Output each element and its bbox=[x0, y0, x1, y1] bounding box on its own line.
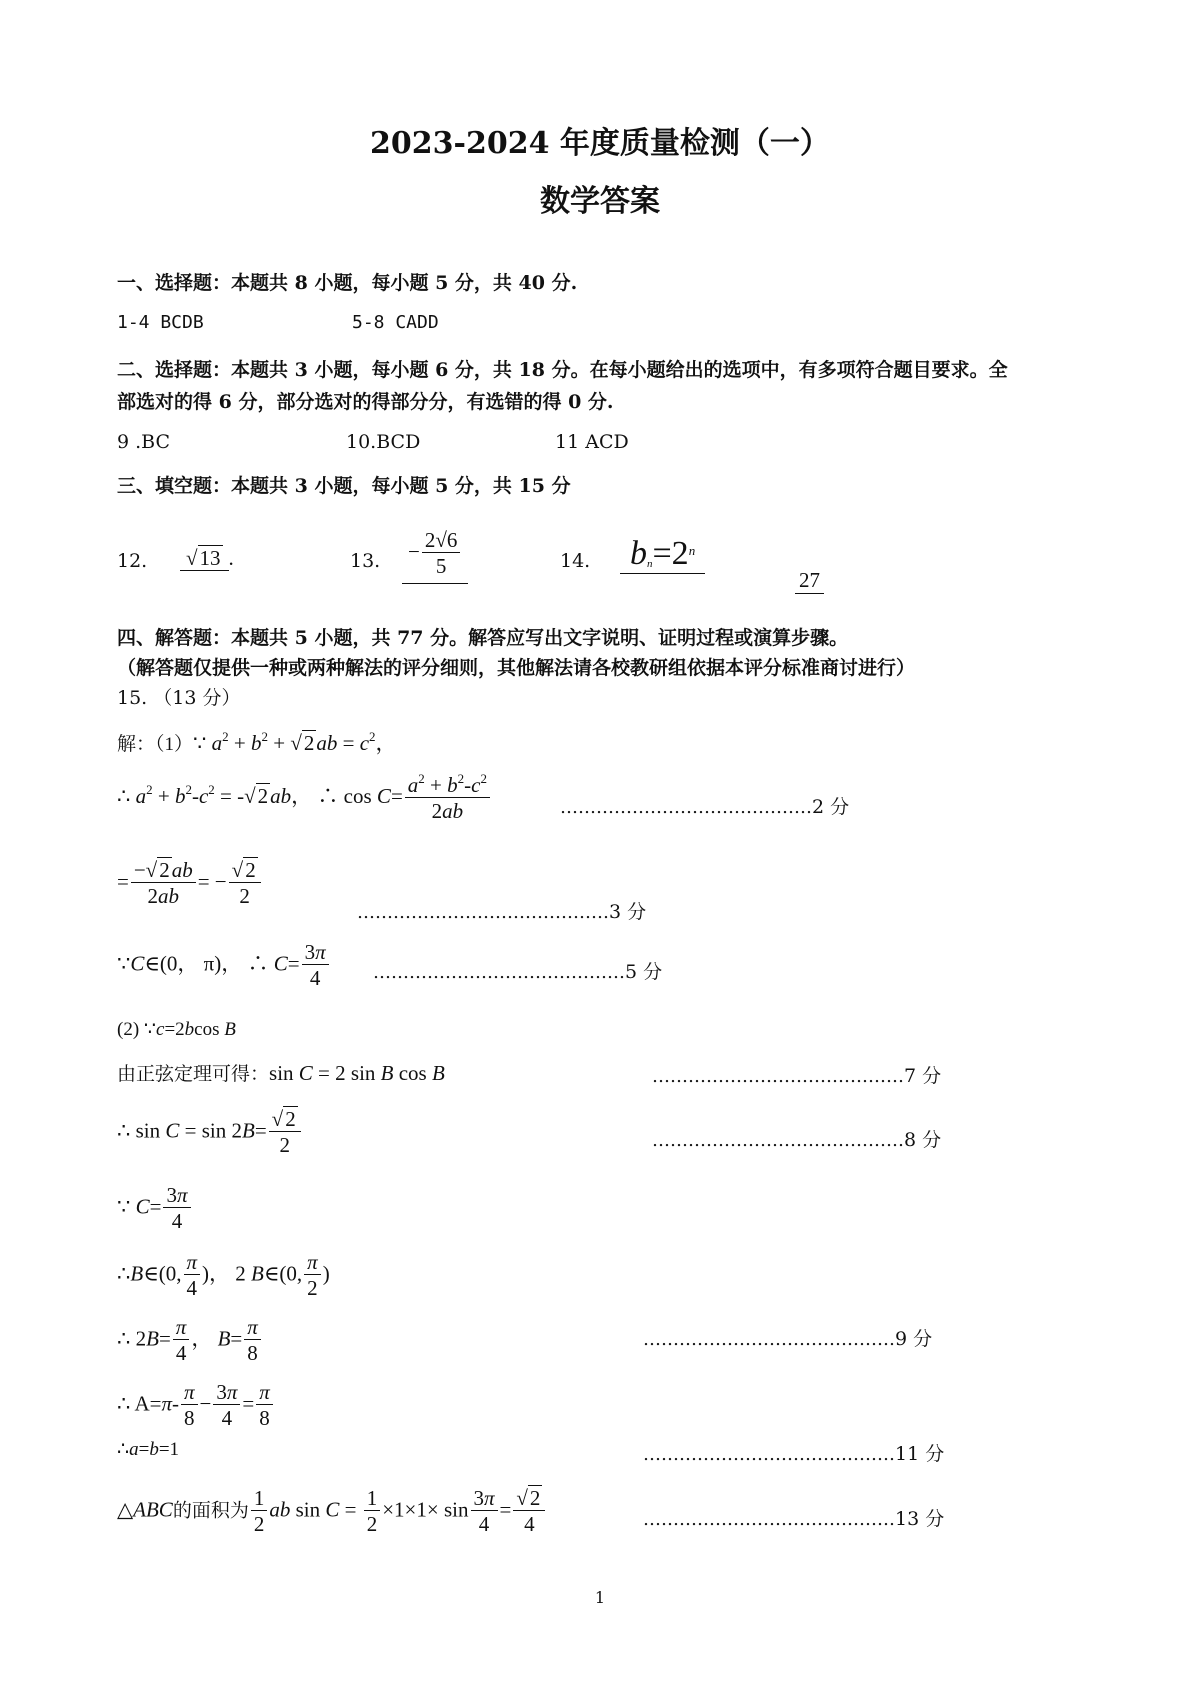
page-number: 1 bbox=[594, 1588, 606, 1607]
answer-q9: 9 .BC bbox=[117, 431, 171, 453]
solution-line-13: △ABC的面积为 $\frac{1}{2}$ ab sin C = $\frac{1}{2}$ ×1×1× sin $\frac{3\pi}{4}$ = $\frac{√2}{4}$ bbox=[117, 1486, 547, 1537]
score-dots-2: ……………………………………2 分 bbox=[560, 796, 850, 818]
page-title: 2023-2024 年度质量检测（一） bbox=[370, 126, 830, 161]
section4-heading: 四、解答题：本题共 5 小题，共 77 分。解答应写出文字说明、证明过程或演算步骤。 bbox=[117, 627, 849, 649]
solution-line-9: ∴B∈(0, $\frac{\pi}{4}$ )， 2 B∈(0, $\frac{\pi}{2}$ ) bbox=[117, 1250, 330, 1301]
solution-line-5: (2) ∵c=2bcos B bbox=[117, 1019, 236, 1040]
score-dots-9: ……………………………………9 分 bbox=[643, 1328, 933, 1350]
score-2: 2 分 bbox=[812, 796, 850, 818]
q13-numerator: 2√6 bbox=[422, 528, 461, 553]
law-of-sines-text: 由正弦定理可得： bbox=[117, 1064, 270, 1085]
section2-heading-line1: 二、选择题：本题共 3 小题，每小题 6 分，共 18 分。在每小题给出的选项中，有多项符合题目要求。全 bbox=[117, 359, 1008, 381]
q12-answer: √13 . bbox=[180, 546, 234, 571]
solution-line-8: ∵ C= $\frac{3\pi}{4}$ bbox=[117, 1183, 193, 1234]
section1-answers-b: 5-8 CADD bbox=[352, 312, 439, 333]
q13-label: 13. bbox=[350, 550, 381, 572]
part2-prefix: (2) bbox=[117, 1019, 140, 1040]
page-subtitle: 数学答案 bbox=[540, 184, 660, 219]
score-3: 3 分 bbox=[609, 901, 647, 923]
section2-heading-line2: 部选对的得 6 分，部分选对的得部分分，有选错的得 0 分. bbox=[117, 391, 614, 413]
q13-denominator: 5 bbox=[435, 554, 447, 579]
score-dots-8: ……………………………………8 分 bbox=[652, 1129, 942, 1151]
q14-answer-2: 27 bbox=[795, 568, 824, 594]
score-13: 13 分 bbox=[895, 1508, 945, 1530]
section1-answers-a: 1-4 BCDB bbox=[117, 312, 204, 333]
section3-heading: 三、填空题：本题共 3 小题，每小题 5 分，共 15 分 bbox=[117, 475, 571, 497]
score-dots-3: ……………………………………3 分 bbox=[357, 901, 647, 923]
answer-q11: 11 ACD bbox=[555, 431, 629, 453]
section4-note: （解答题仅提供一种或两种解法的评分细则，其他解法请各校教研组依据本评分标准商讨进行） bbox=[117, 657, 916, 679]
score-5: 5 分 bbox=[625, 961, 663, 983]
score-8: 8 分 bbox=[904, 1129, 942, 1151]
score-7: 7 分 bbox=[904, 1065, 942, 1087]
part1-prefix: 解：（1） bbox=[117, 734, 194, 755]
score-9: 9 分 bbox=[895, 1328, 933, 1350]
q12-answer-value: 13 bbox=[199, 546, 221, 570]
q14-label: 14. bbox=[560, 550, 591, 572]
score-dots-11: ……………………………………11 分 bbox=[643, 1443, 945, 1465]
solution-line-4: ∵C∈(0， π)， ∴ C= $\frac{3\pi}{4}$ bbox=[117, 940, 331, 991]
solution-line-1: 解：（1）∵ $a^2 + b^2 + √2ab = c^2$， bbox=[117, 729, 397, 755]
solution-line-12: ∴a=b=1 bbox=[117, 1439, 180, 1460]
solution-line-10: ∴ 2B= $\frac{\pi}{4}$ ， B= $\frac{\pi}{8}$ bbox=[117, 1315, 263, 1366]
score-dots-7: ……………………………………7 分 bbox=[652, 1065, 942, 1087]
q14-answer-formula: $b_n=2^n$ bbox=[620, 535, 705, 574]
solution-line-6: 由正弦定理可得：sin C = 2 sin B cos B bbox=[117, 1061, 445, 1085]
q13-answer: − $\frac{2√6}{5}$ bbox=[402, 528, 468, 584]
solution-line-2: ∴ $a^2 + b^2-c^2 = -√2ab$， ∴ cos C= $\frac{a^2 + b^2-c^2}{2ab}$ bbox=[117, 772, 492, 824]
q12-label: 12. bbox=[117, 550, 148, 572]
section1-heading: 一、选择题：本题共 8 小题，每小题 5 分，共 40 分. bbox=[117, 272, 578, 294]
solution-line-7: ∴ sin C = sin 2B= $\frac{√2}{2}$ bbox=[117, 1107, 303, 1158]
area-text: 的面积为 bbox=[172, 1500, 249, 1522]
solution-line-11: ∴ A=π- $\frac{\pi}{8}$ − $\frac{3\pi}{4}$ = $\frac{\pi}{8}$ bbox=[117, 1380, 275, 1431]
score-dots-13: ……………………………………13 分 bbox=[643, 1508, 945, 1530]
answer-q10: 10.BCD bbox=[346, 431, 421, 453]
solution-line-3: = $\frac{-√2ab}{2ab}$ = − $\frac{√2}{2}$ bbox=[117, 858, 263, 909]
q15-title: 15. （13 分） bbox=[117, 687, 241, 709]
score-dots-5: ……………………………………5 分 bbox=[373, 961, 663, 983]
score-11: 11 分 bbox=[895, 1443, 945, 1465]
